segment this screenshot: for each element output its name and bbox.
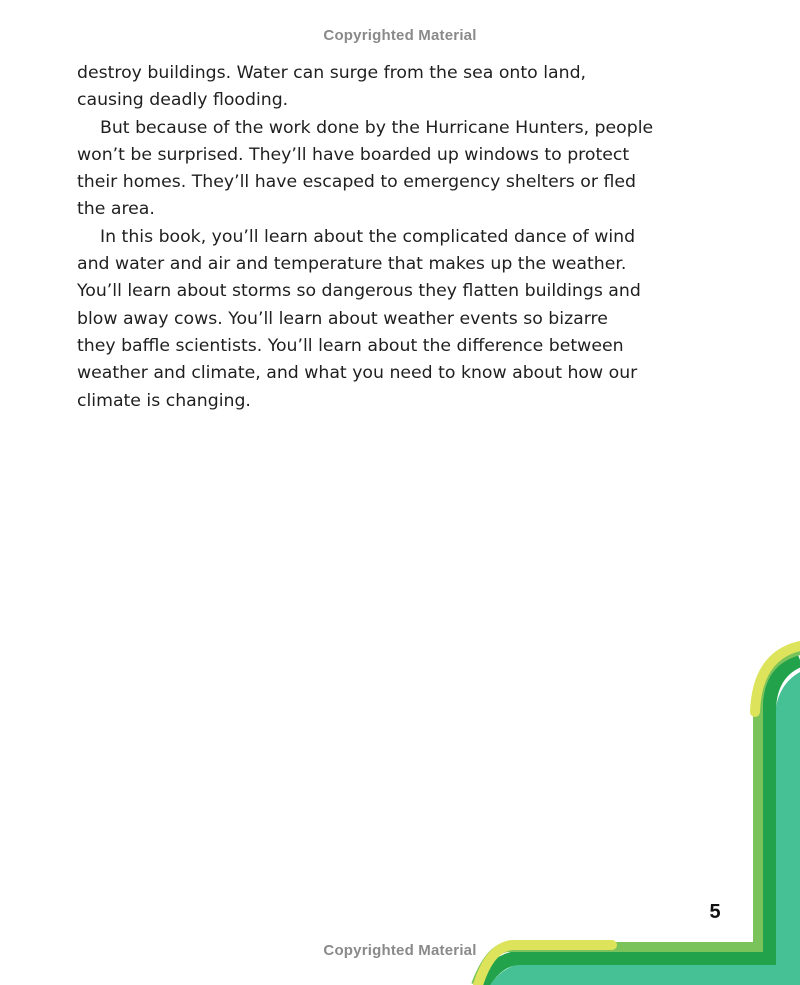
page-number: 5 [709, 901, 721, 923]
text-line: the area. [77, 199, 155, 220]
text-line: they baffle scientists. You’ll learn about the difference between [77, 335, 624, 356]
text-line: But because of the work done by the Hurricane Hunters, people [100, 117, 654, 138]
text-line: destroy buildings. Water can surge from the sea onto land, [77, 63, 587, 83]
text-line: blow away cows. You’ll learn about weather events so bizarre [77, 308, 608, 329]
text-line: and water and air and temperature that makes up the weather. [77, 254, 627, 275]
copyright-watermark-bottom: Copyrighted Material [323, 942, 477, 959]
text-line: In this book, you’ll learn about the complicated dance of wind [100, 226, 636, 247]
text-line: climate is changing. [77, 390, 251, 411]
text-line: won’t be surprised. They’ll have boarded up windows to protect [77, 144, 630, 165]
text-line: causing deadly flooding. [77, 90, 289, 111]
copyright-watermark-top: Copyrighted Material [323, 27, 477, 44]
text-line: You’ll learn about storms so dangerous they flatten buildings and [77, 281, 641, 302]
text-line: weather and climate, and what you need to know about how our [77, 363, 638, 384]
body-text [77, 60, 737, 415]
text-line: their homes. They’ll have escaped to emergency shelters or fled [77, 172, 636, 193]
